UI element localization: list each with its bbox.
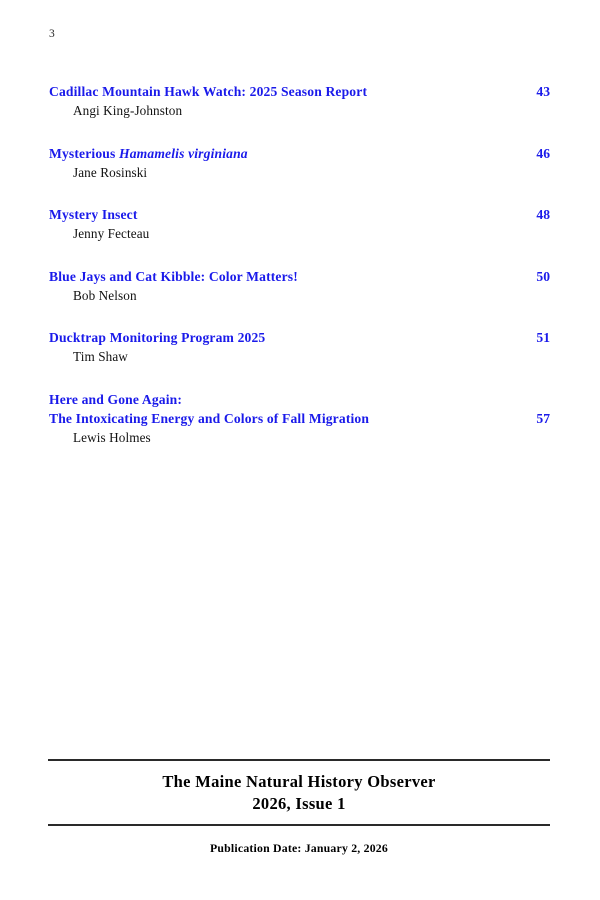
toc-entry[interactable] [49, 82, 550, 120]
toc-entry-page-number[interactable]: 50 [536, 268, 550, 284]
toc-entry-scientific-name: Hamamelis virginiana [118, 145, 248, 161]
toc-entry-title-line [49, 328, 550, 347]
toc-entry-title-line [49, 205, 550, 224]
toc-entry-page-number[interactable]: 43 [536, 84, 550, 99]
toc-entry-author: Jane Rosinski [73, 164, 148, 180]
publication-date: Publication Date: January 2, 2026 [210, 841, 388, 855]
page-footer [48, 759, 550, 856]
journal-title: The Maine Natural History Observer [162, 772, 436, 791]
toc-entry-title-line [49, 390, 550, 409]
toc-entry-title[interactable]: Cadillac Mountain Hawk Watch: 2025 Season Report [49, 84, 368, 99]
toc-entry-title-line-2 [49, 409, 550, 428]
toc-entry-title[interactable]: Here and Gone Again: [49, 391, 183, 407]
toc-entry-title-line [49, 267, 550, 286]
toc-entry-author: Bob Nelson [73, 287, 137, 303]
page-folio-number: 3 [49, 28, 55, 40]
toc-entry-page-number[interactable]: 48 [536, 207, 550, 222]
toc-entry-author: Angi King-Johnston [73, 103, 183, 118]
toc-entry-page-number[interactable]: 51 [536, 330, 550, 345]
toc-entry-title-continued[interactable]: The Intoxicating Energy and Colors of Fall Migration [49, 410, 370, 426]
footer-rule-bottom [48, 824, 550, 826]
toc-entry-title[interactable]: Mystery Insect [49, 207, 138, 222]
toc-entry[interactable] [49, 267, 550, 305]
table-of-contents [49, 82, 550, 447]
journal-issue: 2026, Issue 1 [252, 794, 346, 813]
toc-entry[interactable] [49, 328, 550, 366]
toc-entry-page-number[interactable]: 57 [536, 410, 550, 426]
toc-entry-title[interactable]: Blue Jays and Cat Kibble: Color Matters! [49, 268, 298, 284]
toc-entry-title[interactable] [49, 144, 248, 163]
toc-entry-title[interactable]: Ducktrap Monitoring Program 2025 [49, 330, 266, 345]
toc-entry[interactable] [49, 390, 550, 447]
toc-entry-page-number[interactable]: 46 [536, 145, 550, 161]
toc-entry-author: Lewis Holmes [73, 429, 151, 445]
toc-entry-author: Jenny Fecteau [73, 226, 150, 241]
toc-entry-title-text: Mysterious [49, 145, 119, 161]
toc-entry-title-line [49, 82, 550, 101]
toc-entry[interactable] [49, 205, 550, 243]
toc-entry[interactable] [49, 144, 550, 182]
toc-entry-author: Tim Shaw [73, 349, 128, 364]
journal-masthead [48, 761, 550, 824]
toc-entry-title-line [49, 144, 550, 163]
